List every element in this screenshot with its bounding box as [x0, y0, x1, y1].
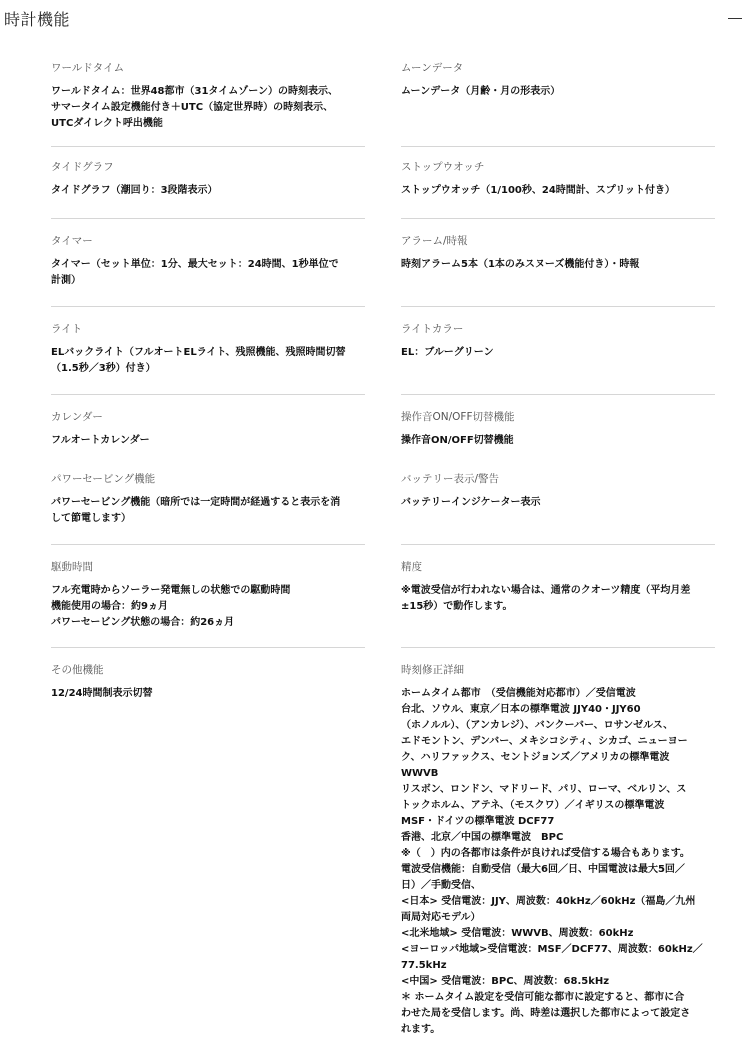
spec-label: 時刻修正詳細	[401, 664, 464, 676]
spec-item-calendar	[51, 404, 365, 466]
row-divider	[51, 647, 715, 648]
row-divider	[51, 146, 715, 147]
spec-value: ホームタイム都市 （受信機能対応都市）／受信電波 台北、ソウル、東京／日本の標準電波 JJY40・JJY60 （ホノルル）、（アンカレジ）、バンクーバー、ロサンゼルス、 エドモントン、デンバー、メキシコシティ、シカゴ、ニューヨー ク、ハリファックス、セントジョンズ／アメリカの標準電波 WWVB リスボン、ロンドン、マドリード、パリ、ローマ、ベルリン、ス トックホルム、アテネ、（モスクワ）／イギリスの標準電波 MSF・ドイツの標準電波 DCF77 香港、北京／中国の標準電波 BPC ※（ ）内の各都市は条件が良ければ受信する場合もあります。 電波受信機能：自動受信（最大6回／日、中国電波は最大5回／ 日）／手動受信、 <日本> 受信電波：JJY、周波数：40kHz／60kHz（福島／九州 両局対応モデル） <北米地域> 受信電波：WWVB、周波数：60kHz <ヨーロッパ地域>受信電波：MSF／DCF77、周波数：60kHz／ 77.5kHz <中国> 受信電波：BPC、周波数：68.5kHz ＊ ホームタイム設定を受信可能な都市に設定すると、都市に合 わせた局を受信します。尚、時差は選択した都市によって設定さ れます。	[401, 688, 703, 1035]
spec-label: ムーンデータ	[401, 62, 464, 74]
section-header	[0, 0, 751, 38]
spec-item-tide-graph	[51, 154, 365, 218]
spec-label: 駆動時間	[51, 561, 93, 573]
spec-item-other	[51, 657, 365, 1038]
spec-label: タイマー	[51, 235, 93, 247]
spec-label: その他機能	[51, 664, 104, 676]
spec-value: タイドグラフ（潮回り：3段階表示）	[51, 185, 218, 196]
row-divider	[51, 394, 715, 395]
spec-item-power-saving	[51, 466, 365, 544]
spec-item-moon-data	[401, 55, 715, 139]
section-title: 時計機能	[4, 10, 71, 29]
divider-line	[401, 306, 715, 307]
spec-item-stopwatch	[401, 154, 715, 218]
spec-label: ライトカラー	[401, 323, 464, 335]
spec-item-timer	[51, 228, 365, 306]
spec-value: フル充電時からソーラー発電無しの状態での駆動時間 機能使用の場合：約9ヵ月 パワーセービング状態の場合：約26ヵ月	[51, 585, 291, 628]
spec-item-alarm	[401, 228, 715, 306]
spec-label: アラーム/時報	[401, 235, 468, 247]
divider-line	[51, 306, 365, 307]
spec-value: EL：ブルーグリーン	[401, 347, 494, 358]
spec-item-time-correction	[401, 657, 715, 1038]
spec-value: ムーンデータ（月齢・月の形表示）	[401, 86, 561, 97]
spec-label: タイドグラフ	[51, 161, 114, 173]
spec-value: バッテリーインジケーター表示	[401, 497, 541, 508]
spec-label: ワールドタイム	[51, 62, 125, 74]
spec-row	[51, 554, 715, 647]
divider-line	[51, 544, 365, 545]
divider-line	[401, 218, 715, 219]
spec-value: ワールドタイム：世界48都市（31タイムゾーン）の時刻表示、 サマータイム設定機能付き＋UTC（協定世界時）の時刻表示、 UTCダイレクト呼出機能	[51, 86, 339, 129]
spec-value: パワーセービング機能（暗所では一定時間が経過すると表示を消 して節電します）	[51, 497, 341, 524]
spec-value: ※電波受信が行われない場合は、通常のクオーツ精度（平均月差 ±15秒）で動作します。	[401, 585, 691, 612]
divider-line	[51, 146, 365, 147]
divider-line	[51, 218, 365, 219]
spec-item-light-color	[401, 316, 715, 394]
spec-item-battery	[401, 466, 715, 544]
divider-line	[401, 394, 715, 395]
spec-row	[51, 466, 715, 544]
spec-value: ELバックライト（フルオートELライト、残照機能、残照時間切替 （1.5秒／3秒）付き）	[51, 347, 346, 374]
divider-line	[51, 394, 365, 395]
spec-row	[51, 316, 715, 394]
spec-label: パワーセービング機能	[51, 473, 156, 485]
spec-value: タイマー（セット単位：1分、最大セット：24時間、1秒単位で 計測）	[51, 259, 339, 286]
spec-item-sound-toggle	[401, 404, 715, 466]
spec-label: 操作音ON/OFF切替機能	[401, 411, 515, 423]
spec-label: ストップウオッチ	[401, 161, 485, 173]
spec-item-accuracy	[401, 554, 715, 647]
row-divider	[51, 544, 715, 545]
spec-item-operating-time	[51, 554, 365, 647]
spec-label: 精度	[401, 561, 422, 573]
spec-value: 12/24時間制表示切替	[51, 688, 153, 699]
spec-value: フルオートカレンダー	[51, 435, 150, 446]
divider-line	[51, 647, 365, 648]
minus-icon	[728, 18, 742, 19]
row-divider	[51, 218, 715, 219]
spec-value: 操作音ON/OFF切替機能	[401, 435, 514, 446]
spec-item-light	[51, 316, 365, 394]
spec-label: バッテリー表示/警告	[401, 473, 500, 485]
spec-value: 時刻アラーム5本（1本のみスヌーズ機能付き）・時報	[401, 259, 640, 270]
spec-item-world-time	[51, 55, 365, 139]
spec-row	[51, 404, 715, 466]
collapse-button[interactable]	[722, 8, 748, 30]
spec-row	[51, 657, 715, 1038]
divider-line	[401, 647, 715, 648]
spec-row	[51, 55, 715, 139]
spec-row	[51, 228, 715, 306]
divider-line	[401, 544, 715, 545]
spec-row	[51, 154, 715, 218]
divider-line	[401, 146, 715, 147]
spec-value: ストップウオッチ（1/100秒、24時間計、スプリット付き）	[401, 185, 676, 196]
row-divider	[51, 306, 715, 307]
spec-label: ライト	[51, 323, 83, 335]
spec-grid	[51, 55, 715, 1038]
spec-label: カレンダー	[51, 411, 103, 423]
